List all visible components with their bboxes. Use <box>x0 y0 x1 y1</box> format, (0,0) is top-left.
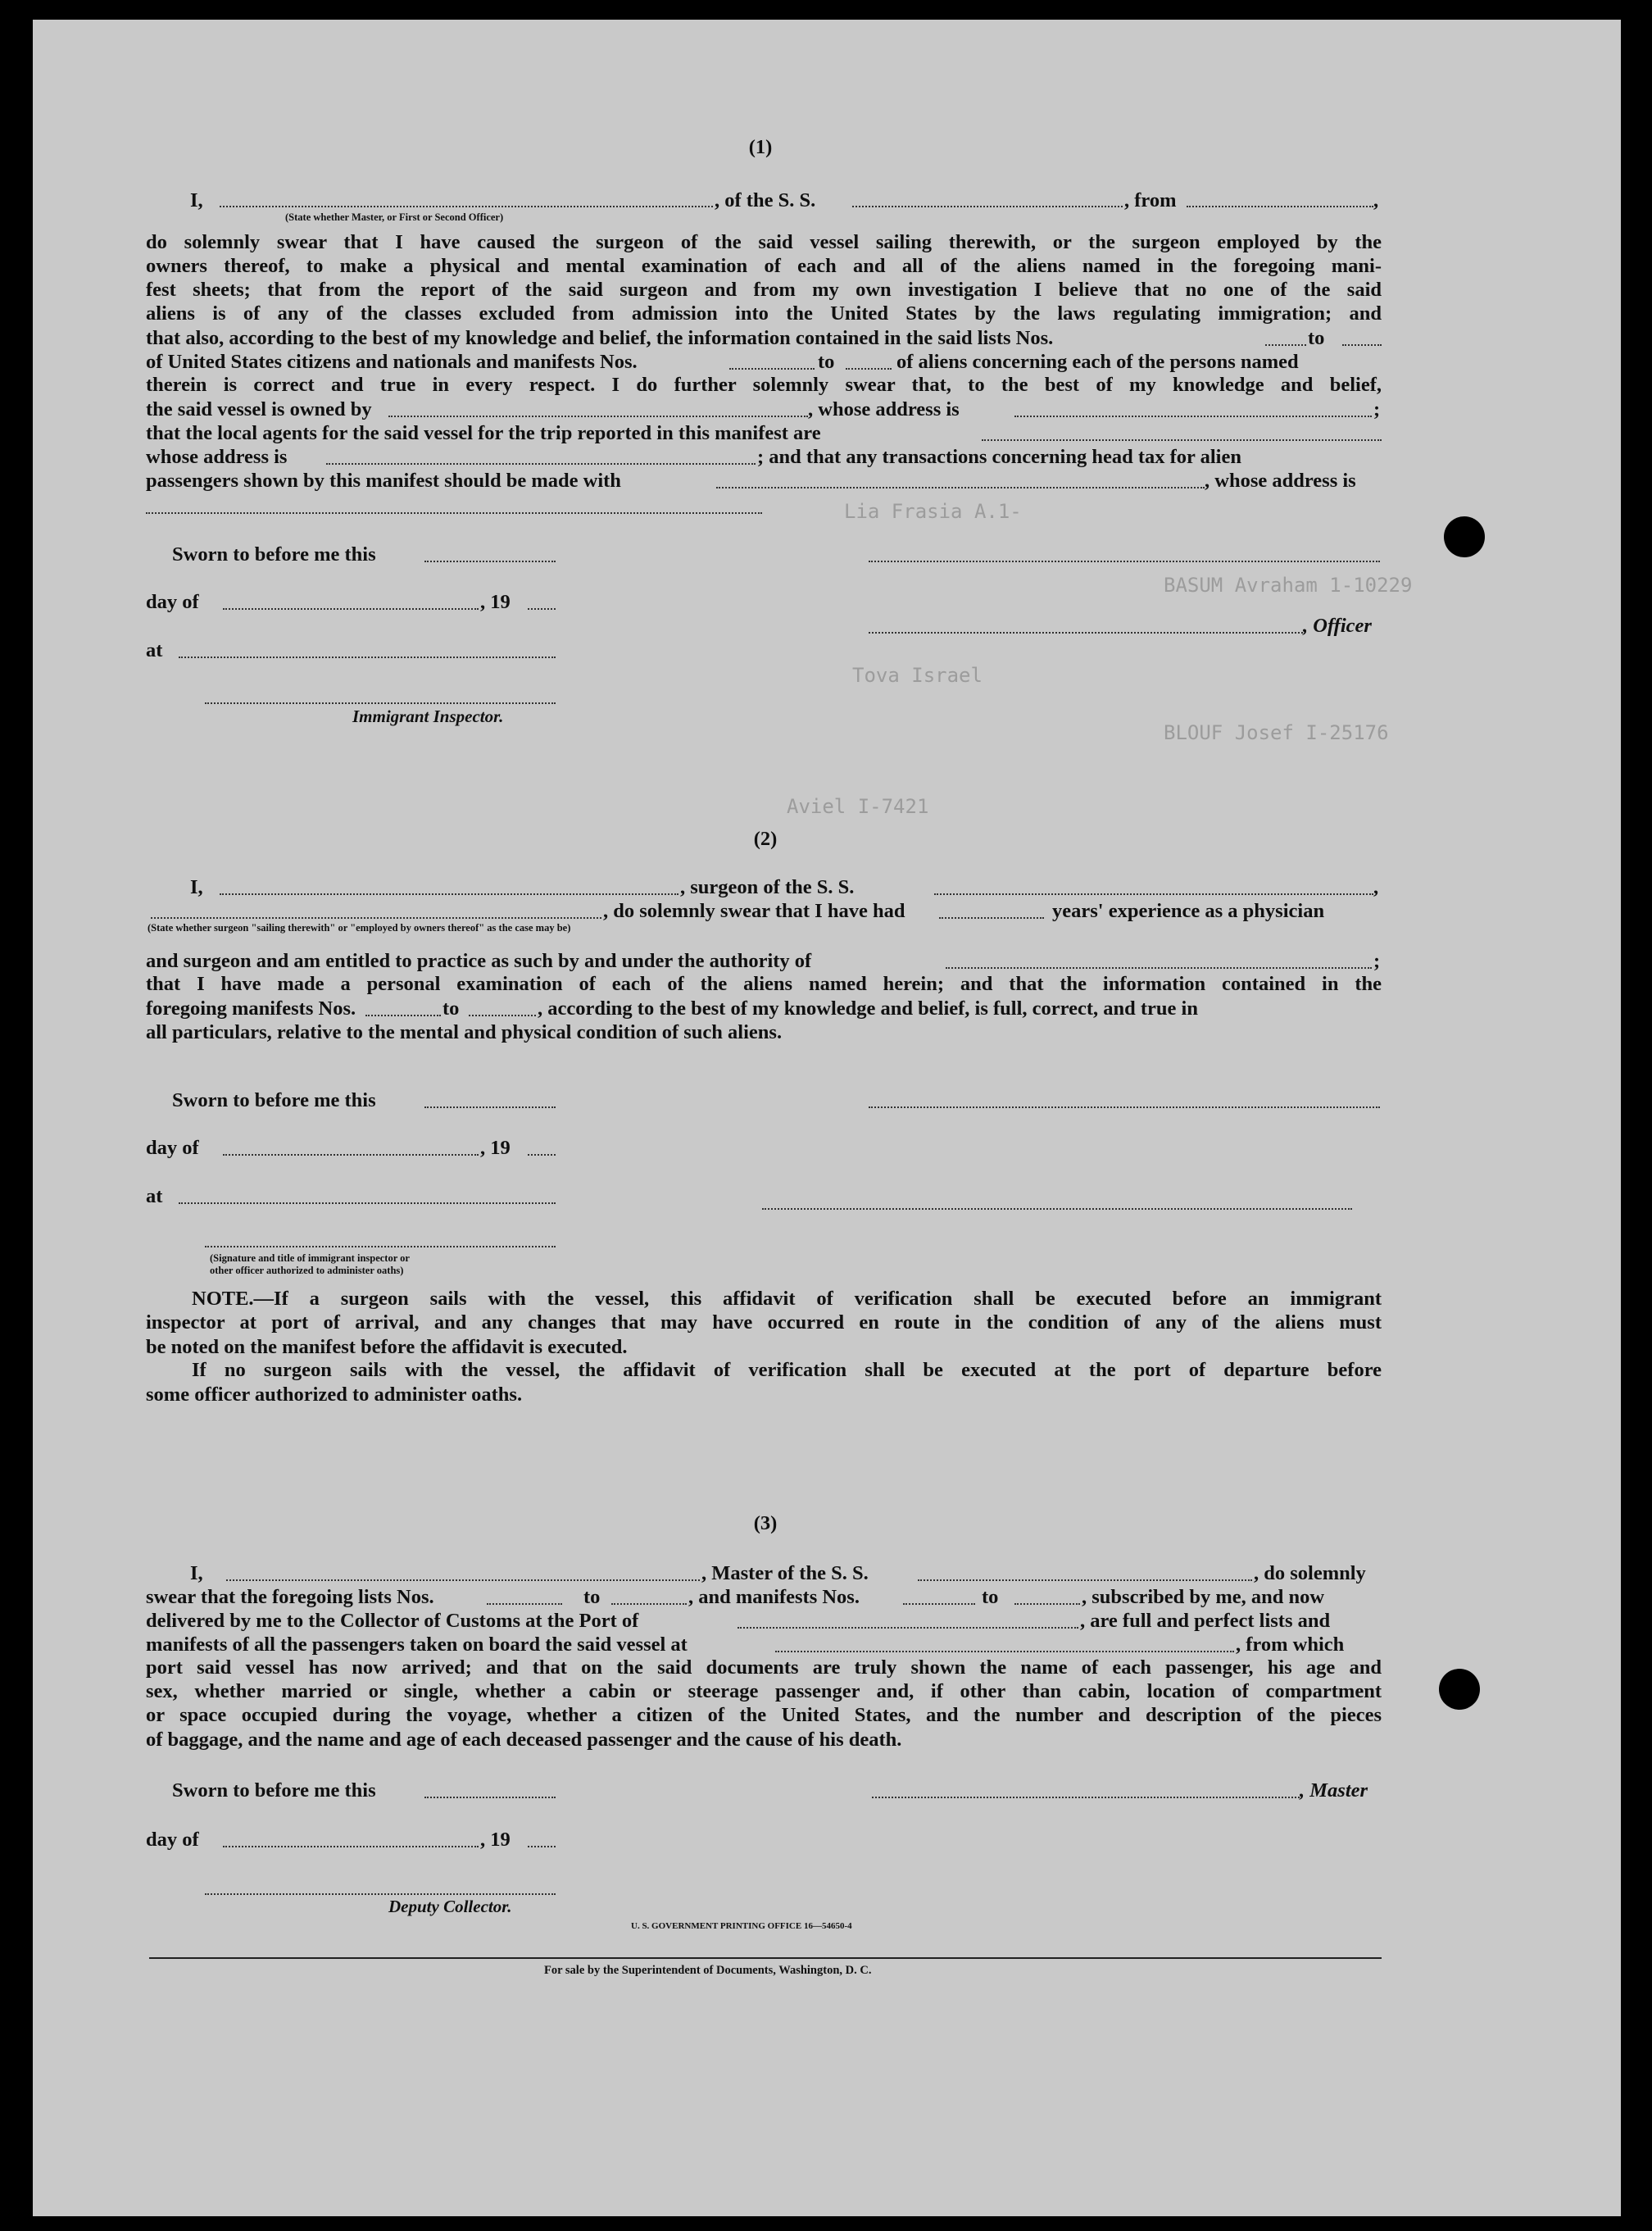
from-port-field[interactable] <box>1187 206 1373 207</box>
at-label: at <box>146 639 163 661</box>
label-i: I, <box>190 189 203 211</box>
years-experience-label: years' experience as a physician <box>1052 900 1325 922</box>
officer-name-field[interactable] <box>220 206 713 207</box>
note-line: be noted on the manifest before the affidavit is executed. <box>146 1336 628 1358</box>
section-2-number: (2) <box>753 828 778 850</box>
day-of-label: day of <box>146 591 199 613</box>
owned-by-label: the said vessel is owned by <box>146 398 372 420</box>
lists-to-field[interactable] <box>611 1603 687 1605</box>
swear-lists-label: swear that the foregoing lists Nos. <box>146 1586 434 1608</box>
sworn-label: Sworn to before me this <box>172 1089 376 1111</box>
punch-hole <box>1444 516 1485 557</box>
solemnly-swear-label: , do solemnly swear that I have had <box>603 900 905 922</box>
month-field[interactable] <box>223 1154 479 1156</box>
month-field[interactable] <box>223 1846 479 1847</box>
agents-address-field[interactable] <box>326 463 756 465</box>
for-sale-notice: For sale by the Superintendent of Documents, Washington, D. C. <box>544 1964 872 1977</box>
officer-signature-line[interactable] <box>869 561 1380 562</box>
head-tax-label: ; and that any transactions concerning head tax for alien <box>757 446 1241 468</box>
all-particulars-label: all particulars, relative to the mental and physical condition of such aliens. <box>146 1021 783 1043</box>
paragraph-line: that I have made a personal examination of each of the aliens named herein; and that the information contained in the <box>146 973 1382 995</box>
master-of-ss-label: , Master of the S. S. <box>701 1562 869 1584</box>
to-label: to <box>583 1586 601 1608</box>
ship-name-field[interactable] <box>918 1579 1252 1581</box>
port-field[interactable] <box>738 1627 1078 1629</box>
inspector-signature-line[interactable] <box>205 702 556 704</box>
deputy-collector-label: Deputy Collector. <box>388 1897 512 1916</box>
master-signature-line[interactable] <box>872 1797 1300 1798</box>
paragraph-line: aliens is of any of the classes excluded from admission into the United States by the laws regulating immigration; and <box>146 302 1382 325</box>
manifests-from-field[interactable] <box>729 368 815 370</box>
from-which-label: , from which <box>1236 1633 1345 1656</box>
manifests-to-field[interactable] <box>846 368 892 370</box>
day-of-label: day of <box>146 1137 199 1159</box>
master-name-field[interactable] <box>226 1579 700 1581</box>
label-i: I, <box>190 1562 203 1584</box>
manifests-to-field[interactable] <box>469 1015 536 1016</box>
lists-to-field[interactable] <box>1342 344 1382 346</box>
authority-label: and surgeon and am entitled to practice as such by and under the authority of <box>146 950 812 972</box>
aliens-concerning-label: of aliens concerning each of the persons named <box>896 351 1299 373</box>
paragraph-line: fest sheets; that from the report of the said surgeon and from my own investigation I believe that no one of the said <box>146 279 1382 301</box>
semicolon: ; <box>1373 398 1381 420</box>
signature-caption: (Signature and title of immigrant inspector or <box>210 1252 410 1264</box>
show-through-text: BLOUF Josef I-25176 <box>1164 721 1389 744</box>
note-line: If no surgeon sails with the vessel, the affidavit of verification shall be executed at the port of departure before <box>192 1359 1382 1381</box>
day-of-label: day of <box>146 1829 199 1851</box>
year-label: , 19 <box>480 591 511 613</box>
section-3-number: (3) <box>753 1512 778 1534</box>
footer-rule <box>149 1957 1382 1959</box>
paragraph-line: port said vessel has now arrived; and that on the said documents are truly shown the name of each passenger, his age and <box>146 1656 1382 1679</box>
delivered-label: delivered by me to the Collector of Customs at the Port of <box>146 1610 639 1632</box>
paragraph-line: therein is correct and true in every respect. I do further solemnly swear that, to the best of my knowledge and belief, <box>146 374 1382 396</box>
year-label: , 19 <box>480 1829 511 1851</box>
label-i: I, <box>190 876 203 898</box>
note-line: NOTE.—If a surgeon sails with the vessel, this affidavit of verification shall be executed before an immigrant <box>192 1288 1382 1310</box>
sworn-label: Sworn to before me this <box>172 543 376 566</box>
owner-address-field[interactable] <box>1014 416 1372 417</box>
sworn-day-field[interactable] <box>424 1797 556 1798</box>
do-solemnly-label: , do solemnly <box>1254 1562 1366 1584</box>
manifests-to-field[interactable] <box>1014 1603 1080 1605</box>
officer-caption: (State whether Master, or First or Second Officer) <box>285 211 504 223</box>
year-field[interactable] <box>528 1154 556 1156</box>
month-field[interactable] <box>223 608 479 610</box>
foregoing-label: foregoing manifests Nos. <box>146 997 356 1020</box>
year-field[interactable] <box>528 1846 556 1847</box>
surgeon-caption: (State whether surgeon "sailing therewith" or "employed by owners thereof" as the case may be) <box>148 922 571 934</box>
whose-address-label: whose address is <box>146 446 288 468</box>
at-place-field[interactable] <box>179 1202 556 1204</box>
show-through-text: Tova Israel <box>852 664 983 687</box>
ship-name-field[interactable] <box>934 893 1373 895</box>
witness-line[interactable] <box>762 1208 1352 1210</box>
printing-office-imprint: U. S. GOVERNMENT PRINTING OFFICE 16—54650-4 <box>631 1921 852 1931</box>
local-agents-field[interactable] <box>982 439 1382 441</box>
label-comma: , <box>1373 876 1379 898</box>
departure-port-field[interactable] <box>775 1651 1234 1652</box>
section-1-number: (1) <box>748 136 773 158</box>
manifests-all-label: manifests of all the passengers taken on board the said vessel at <box>146 1633 688 1656</box>
show-through-text: Lia Frasia A.1- <box>844 500 1022 523</box>
sworn-day-field[interactable] <box>424 561 556 562</box>
surgeon-of-ss-label: , surgeon of the S. S. <box>680 876 855 898</box>
citizens-label: of United States citizens and nationals and manifests Nos. <box>146 351 638 373</box>
note-line: inspector at port of arrival, and any changes that may have occurred en route in the condition of any of the aliens must <box>146 1311 1382 1334</box>
lists-from-field[interactable] <box>1265 344 1306 346</box>
show-through-text: BASUM Avraham 1-10229 <box>1164 574 1413 597</box>
note-line: some officer authorized to administer oaths. <box>146 1384 523 1406</box>
immigrant-inspector-label: Immigrant Inspector. <box>352 707 504 726</box>
master-label: , Master <box>1300 1779 1368 1802</box>
to-label: to <box>818 351 835 373</box>
whose-address-label: , whose address is <box>1205 470 1356 492</box>
sworn-day-field[interactable] <box>424 1106 556 1108</box>
and-manifests-label: , and manifests Nos. <box>688 1586 860 1608</box>
subscribed-label: , subscribed by me, and now <box>1082 1586 1325 1608</box>
head-tax-address-field[interactable] <box>146 512 762 514</box>
surgeon-signature-line[interactable] <box>869 1106 1380 1108</box>
to-label: to <box>1308 327 1325 349</box>
manifests-from-field[interactable] <box>365 1015 441 1016</box>
passengers-label: passengers shown by this manifest should be made with <box>146 470 621 492</box>
according-label: , according to the best of my knowledge and belief, is full, correct, and true in <box>538 997 1198 1020</box>
year-field[interactable] <box>528 608 556 610</box>
officer-title-line[interactable] <box>869 632 1303 634</box>
paragraph-line: or space occupied during the voyage, whether a citizen of the United States, and the number and description of the pieces <box>146 1704 1382 1726</box>
inspector-signature-line[interactable] <box>205 1246 556 1247</box>
paragraph-line: of baggage, and the name and age of each deceased passenger and the cause of his death. <box>146 1729 902 1751</box>
to-label: to <box>982 1586 999 1608</box>
paragraph-line: do solemnly swear that I have caused the surgeon of the said vessel sailing therewith, or the surgeon employed by the <box>146 231 1382 253</box>
head-tax-party-field[interactable] <box>716 487 1205 488</box>
authority-field[interactable] <box>946 967 1372 969</box>
label-comma: , <box>1373 189 1379 211</box>
semicolon: ; <box>1373 950 1381 972</box>
label-from: , from <box>1124 189 1177 211</box>
show-through-text: Aviel I-7421 <box>787 795 929 818</box>
signature-caption: other officer authorized to administer oaths) <box>210 1265 404 1276</box>
surgeon-status-field[interactable] <box>151 917 601 919</box>
paragraph-line: owners thereof, to make a physical and mental examination of each and all of the aliens named in the foregoing mani- <box>146 255 1382 277</box>
at-label: at <box>146 1185 163 1207</box>
sworn-label: Sworn to before me this <box>172 1779 376 1802</box>
full-perfect-label: , are full and perfect lists and <box>1080 1610 1331 1632</box>
to-label: to <box>442 997 460 1020</box>
label-of-ss: , of the S. S. <box>715 189 816 211</box>
whose-address-label: , whose address is <box>808 398 960 420</box>
years-experience-field[interactable] <box>939 917 1044 919</box>
officer-label: , Officer <box>1303 615 1372 637</box>
ship-name-field[interactable] <box>852 206 1123 207</box>
paragraph-line: sex, whether married or single, whether a cabin or steerage passenger and, if other than cabin, location of compartment <box>146 1680 1382 1702</box>
local-agents-label: that the local agents for the said vessel for the trip reported in this manifest are <box>146 422 821 444</box>
owner-field[interactable] <box>388 416 808 417</box>
manifests-from-field[interactable] <box>903 1603 975 1605</box>
at-place-field[interactable] <box>179 657 556 658</box>
lists-nos-label: that also, according to the best of my knowledge and belief, the information contained in the said lists Nos. <box>146 327 1054 349</box>
surgeon-name-field[interactable] <box>220 893 678 895</box>
punch-hole <box>1439 1669 1480 1710</box>
year-label: , 19 <box>480 1137 511 1159</box>
lists-from-field[interactable] <box>487 1603 562 1605</box>
